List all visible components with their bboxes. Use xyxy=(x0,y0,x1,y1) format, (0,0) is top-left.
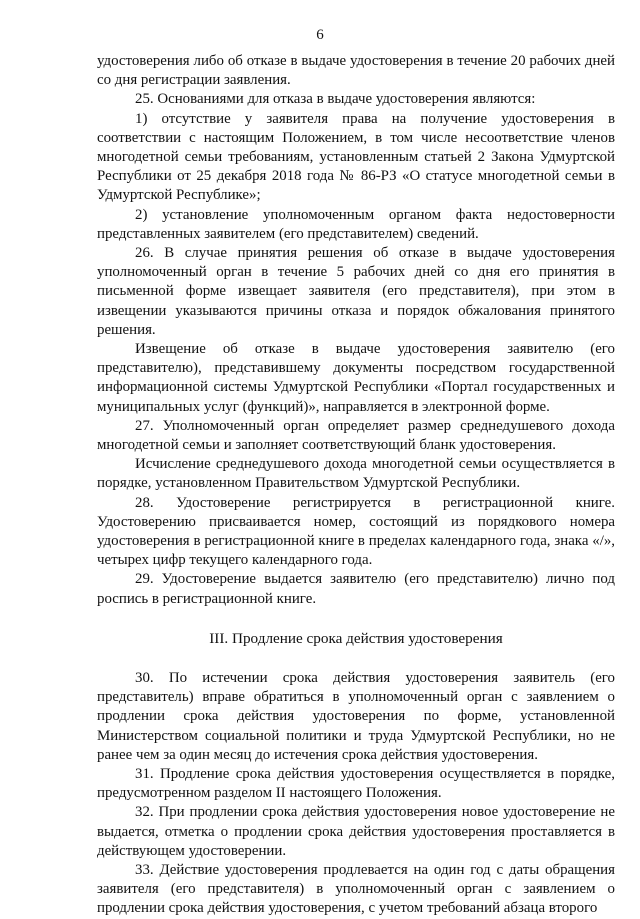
paragraph: 29. Удостоверение выдается заявителю (его представителю) лично под роспись в регистрационной книге. xyxy=(97,571,615,607)
paragraph: 26. В случае принятия решения об отказе в выдаче удостоверения уполномоченный орган в течение 5 рабочих дней со дня его принятия в письменной форме извещает заявителя (его представителя), при этом в извещении указываются причины отказа и порядок обжалования принятого решения. xyxy=(97,245,615,338)
paragraph: 33. Действие удостоверения продлевается на один год с даты обращения заявителя (его представителя) в уполномоченный орган с заявлением о продлении срока действия удостоверения, с учетом требований абзаца второго xyxy=(97,861,615,917)
paragraph: 30. По истечении срока действия удостоверения заявитель (его представитель) вправе обратиться в уполномоченный орган с заявлением о продлении срока действия удостоверения по форме, установленной Министерством социальной политики и труда Удмуртской Республики, но не ранее чем за один месяц до истечения срока действия удостоверения. xyxy=(97,669,615,763)
paragraph: 32. При продлении срока действия удостоверения новое удостоверение не выдается, отметка о продлении срока действия удостоверения проставляется в действующем удостоверении. xyxy=(97,804,615,859)
paragraphs-before-section xyxy=(97,52,615,609)
paragraph: Исчисление среднедушевого дохода многодетной семьи осуществляется в порядке, установленном Правительством Удмуртской Республики. xyxy=(97,456,615,492)
section-heading: III. Продление срока действия удостоверения xyxy=(209,629,503,647)
document-body xyxy=(97,52,615,919)
paragraph: 28. Удостоверение регистрируется в регистрационной книге. Удостоверению присваивается номер, состоящий из порядкового номера удостоверения в регистрационной книге в пределах календарного года, знака «/», четырех цифр текущего календарного года. xyxy=(97,494,615,569)
paragraphs-after-section xyxy=(97,669,615,919)
paragraph: 25. Основаниями для отказа в выдаче удостоверения являются: xyxy=(135,91,536,108)
paragraph: 1) отсутствие у заявителя права на получение удостоверения в соответствии с настоящим Положением, в том числе несоответствие членов многодетной семьи требованиям, установленным статьей 2 Закона Удмуртской Республики от 25 декабря 2018 года № 86-РЗ «О статусе многодетной семьи в Удмуртской Республике»; xyxy=(97,110,615,204)
paragraph: удостоверения либо об отказе в выдаче удостоверения в течение 20 рабочих дней со дня регистрации заявления. xyxy=(97,53,615,89)
paragraph: 27. Уполномоченный орган определяет размер среднедушевого дохода многодетной семьи и заполняет соответствующий бланк удостоверения. xyxy=(97,417,615,454)
paragraph: Извещение об отказе в выдаче удостоверения заявителю (его представителю), представившему документы посредством государственной информационной системы Удмуртской Республики «Портал государственных и муниципальных услуг (функций)», направляется в электронной форме. xyxy=(97,341,615,415)
paragraph: 2) установление уполномоченным органом факта недостоверности представленных заявителем (его представителем) сведений. xyxy=(97,206,615,242)
page-number: 6 xyxy=(316,27,324,43)
paragraph: 31. Продление срока действия удостоверения осуществляется в порядке, предусмотренном разделом II настоящего Положения. xyxy=(97,765,615,802)
